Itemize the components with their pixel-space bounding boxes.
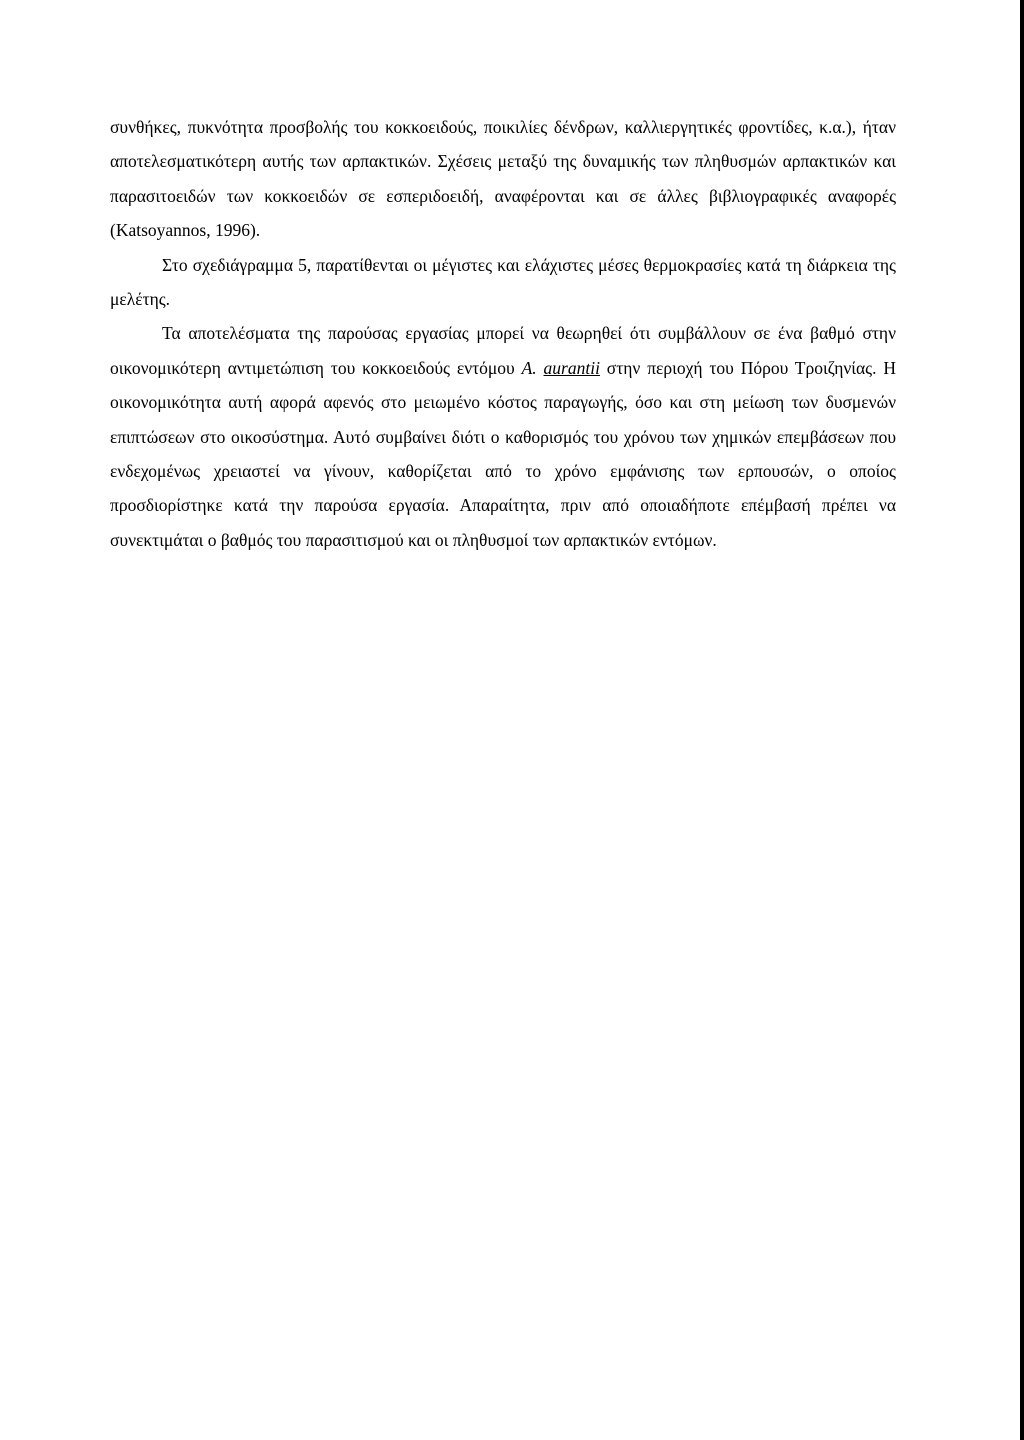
paragraph-3-text-end: στην περιοχή του Πόρου Τροιζηνίας. Η οικονομικότητα αυτή αφορά αφενός στο μειωμένο κόστος παραγωγής, όσο και στη μείωση των δυσμενών επιπτώσεων στο οικοσύστημα. Αυτό συμβαίνει διότι ο καθορισμός του χρόνου των χημικών επεμβάσεων που ενδεχομένως χρειαστεί να γίνουν, καθορίζεται από το χρόνο εμφάνισης των ερπουσών, ο οποίος προσδιορίστηκε κατά την παρούσα εργασία. Απαραίτητα, πριν από οποιαδήποτε επέμβασή πρέπει να συνεκτιμάται ο βαθμός του παρασιτισμού και οι πληθυσμοί των αρπακτικών εντόμων. (110, 357, 896, 550)
scientific-name-species: aurantii (543, 357, 600, 378)
paragraph-2: Στο σχεδιάγραμμα 5, παρατίθενται οι μέγιστες και ελάχιστες μέσες θερμοκρασίες κατά τη διάρκεια της μελέτης. (110, 254, 896, 310)
body-text (110, 110, 896, 557)
paragraph-3 (110, 316, 896, 557)
paragraph-1: συνθήκες, πυκνότητα προσβολής του κοκκοειδούς, ποικιλίες δένδρων, καλλιεργητικές φροντίδες, κ.α.), ήταν αποτελεσματικότερη αυτής των αρπακτικών. Σχέσεις μεταξύ της δυναμικής των πληθυσμών αρπακτικών και παρασιτοειδών των κοκκοειδών σε εσπεριδοειδή, αναφέρονται και σε άλλες βιβλιογραφικές αναφορές (Katsoyannos, 1996). (110, 117, 896, 241)
paragraph-3-text-start: Τα αποτελέσματα της παρούσας εργασίας μπορεί να θεωρηθεί ότι συμβάλλουν σε ένα βαθμό στην οικονομικότερη αντιμετώπιση του κοκκοειδούς εντόμου (110, 323, 896, 378)
scientific-name-genus: A. (521, 357, 537, 378)
